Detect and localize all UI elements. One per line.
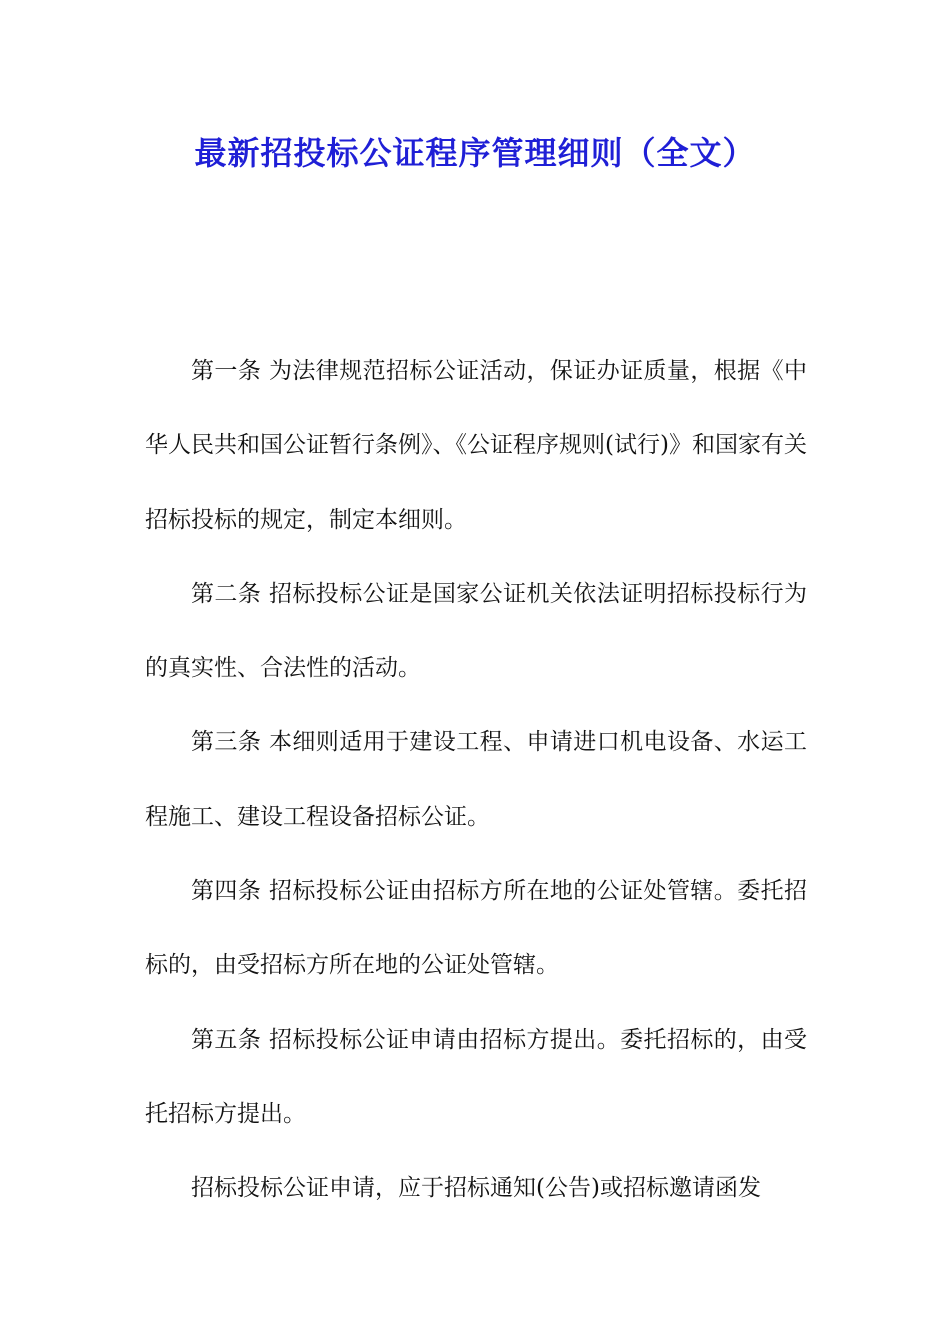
document-body <box>145 334 807 1226</box>
paragraph-article-4: 第四条 招标投标公证由招标方所在地的公证处管辖。委托招标的，由受招标方所在地的公证处管辖。 <box>145 878 807 979</box>
document-title: 最新招投标公证程序管理细则（全文） <box>194 134 756 172</box>
paragraph-article-5: 第五条 招标投标公证申请由招标方提出。委托招标的，由受托招标方提出。 <box>145 1026 807 1127</box>
paragraph-article-1: 第一条 为法律规范招标公证活动，保证办证质量，根据《中华人民共和国公证暂行条例》、《公证程序规则(试行)》和国家有关招标投标的规定，制定本细则。 <box>145 358 807 533</box>
paragraph-article-2: 第二条 招标投标公证是国家公证机关依法证明招标投标行为的真实性、合法性的活动。 <box>145 580 807 682</box>
paragraph-article-3: 第三条 本细则适用于建设工程、申请进口机电设备、水运工程施工、建设工程设备招标公证。 <box>145 729 807 830</box>
paragraph-application-timing: 招标投标公证申请，应于招标通知(公告)或招标邀请函发 <box>191 1175 761 1202</box>
